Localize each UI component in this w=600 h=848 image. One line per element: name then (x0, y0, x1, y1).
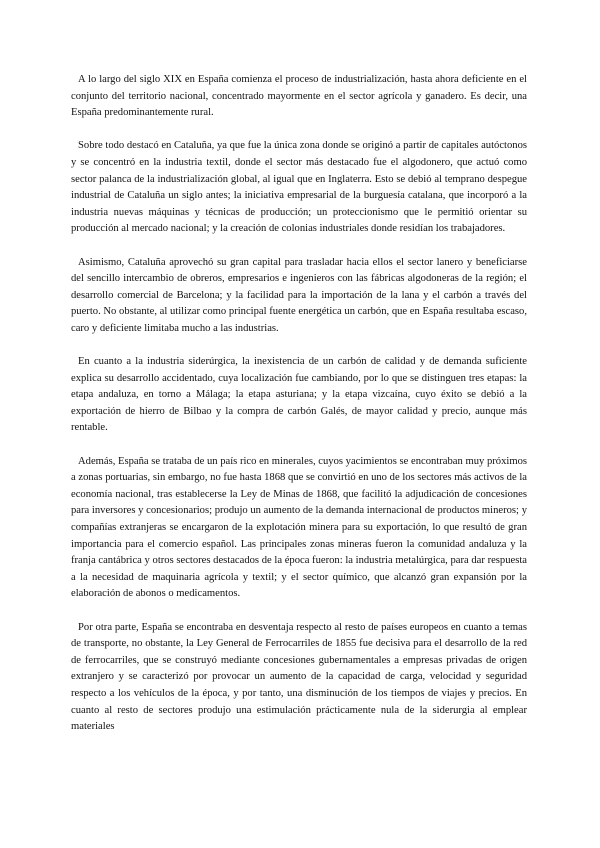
paragraph-mining: Además, España se trataba de un país rico en minerales, cuyos yacimientos se encontraban muy próximos a zonas portuarias, sin embargo, no fue hasta 1868 que se convirtió en uno de los sectores más activos de la economía nacional, tras establecerse la Ley de Minas de 1868, que facilitó la adjudicación de concesiones para inversores y concesionarios; produjo un aumento de la demanda internacional de productos mineros; y compañías extranjeras se encargaron de la explotación minera para su exportación, lo que resultó de gran importancia para el comercio español. Las principales zonas mineras fueron la comunidad andaluza y la franja cantábrica y otros sectores destacados de la época fueron: la industria metalúrgica, para dar respuesta a la necesidad de maquinaria agrícola y textil; y el sector químico, que alcanzó gran expansión por la elaboración de abonos o medicamentos. (71, 455, 527, 600)
paragraph-railways: Por otra parte, España se encontraba en desventaja respecto al resto de países europeos en cuanto a temas de transporte, no obstante, la Ley General de Ferrocarriles de 1855 fue decisiva para el desarrollo de la red de ferrocarriles, que se construyó mediante concesiones gubernamentales a empresas privadas de origen extranjero y se caracterizó por provocar un aumento de la capacidad de carga, velocidad y seguridad respecto a los vehículos de la época, y por tanto, una disminución de los tiempos de viajes y precios. En cuanto al resto de sectores produjo una estimulación prácticamente nula de la siderurgia al emplear materiales (71, 621, 527, 733)
paragraph-catalonia-wool: Asimismo, Cataluña aprovechó su gran capital para trasladar hacia ellos el sector lanero y beneficiarse del sencillo intercambio de obreros, empresarios e ingenieros con las fábricas algodoneras de la región; el desarrollo comercial de Barcelona; y la facilidad para la importación de la lana y el carbón a través del puerto. No obstante, al utilizar como principal fuente energética un carbón, que en España resultaba escaso, caro y deficiente limitaba mucho a las industrias. (71, 256, 527, 334)
paragraph-industrialization-intro: A lo largo del siglo XIX en España comienza el proceso de industrialización, hasta ahora deficiente en el conjunto del territorio nacional, concentrado mayormente en el sector agrícola y ganadero. Es decir, una España predominantemente rural. (71, 74, 527, 119)
document-body (71, 72, 527, 736)
paragraph-catalonia-textile: Sobre todo destacó en Cataluña, ya que fue la única zona donde se originó a partir de capitales autóctonos y se concentró en la industria textil, donde el sector más destacado fue el algodonero, que actuó como sector palanca de la industrialización global, al igual que en Inglaterra. Esto se debió al temprano despegue industrial de Cataluña un siglo antes; la iniciativa empresarial de la burguesía catalana, que incorporó a la industria nuevas máquinas y técnicas de producción; un proteccionismo que le permitió orientar su producción al mercado nacional; y la creación de colonias industriales donde residían los trabajadores. (71, 140, 527, 235)
paragraph-steel-industry: En cuanto a la industria siderúrgica, la inexistencia de un carbón de calidad y de demanda suficiente explica su desarrollo accidentado, cuya localización fue cambiando, por lo que se distinguen tres etapas: la etapa andaluza, en torno a Málaga; la etapa asturiana; y la etapa vizcaína, cuyo éxito se debió a la exportación de hierro de Bilbao y la compra de carbón Galés, de mayor calidad y precio, aunque más rentable. (71, 356, 527, 434)
